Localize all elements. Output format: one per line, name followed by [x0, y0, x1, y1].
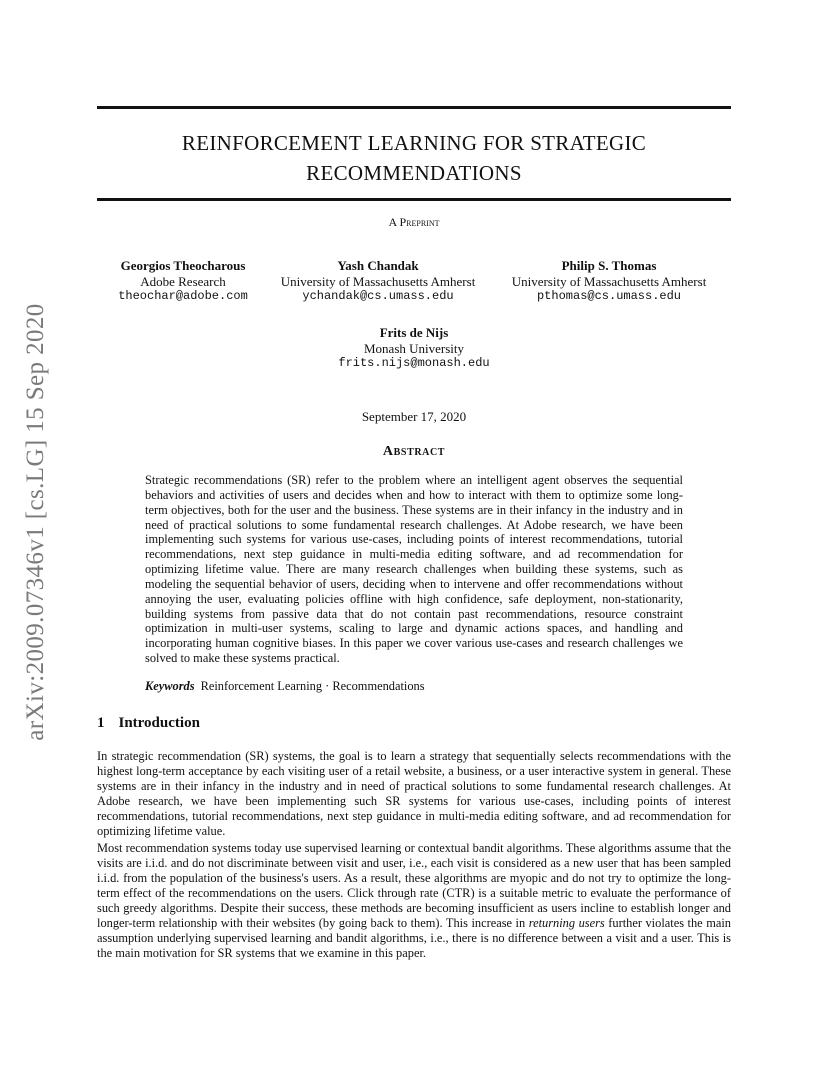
abstract-heading: Abstract — [382, 444, 446, 459]
author-email[interactable]: frits.nijs@monash.edu — [338, 356, 490, 370]
body-paragraph: Most recommendation systems today use supervised learning or contextual bandit algorithms. These algorithms assume that the visits are i.i.d. and do not discriminate between visit and user, i.e., each visit is considered as a new user that has been sampled i.i.d. from the population of the business's users. As a result, these algorithms are myopic and do not try to optimize the long-term effect of the recommendations on the users. Click through rate (CTR) is a suitable metric to evaluate the performance of such greedy algorithms. Despite their success, these methods are becoming insufficient as users incline to establish longer and longer-term relationship with their websites (by going back to them). This increase in returning users further violates the main assumption underlying supervised learning and bandit algorithms, i.e., there is no difference between a visit and a user. This is the main motivation for SR systems that we examine in this paper. — [97, 841, 731, 961]
title-line-2 — [97, 158, 731, 188]
author-email[interactable]: ychandak@cs.umass.edu — [302, 289, 454, 303]
keywords-text: Reinforcement Learning · Recommendations — [200, 679, 425, 693]
section-number: 1 — [97, 715, 105, 731]
abstract-body: Strategic recommendations (SR) refer to the problem where an intelligent agent observes the sequential behaviors and activities of users and decides when and how to interact with them to optimize some long-term objectives, both for the user and the business. These systems are in their infancy in the industry and in need of practical solutions to some fundamental research challenges. At Adobe research, we have been implementing such systems for various use-cases, including points of interest recommendations, tutorial recommendations, next step guidance in multi-media editing software, and ad recommendation for optimizing lifetime value. There are many research challenges when building these systems, such as modeling the sequential behavior of users, deciding when to intervene and offer recommendations without annoying the user, evaluating policies offline with high confidence, safe deployment, non-stationarity, building systems from passive data that do not contain past recommendations, resource constraint optimization in multi-user systems, scaling to large and dynamic actions spaces, and handling and incorporating human cognitive biases. In this paper we cover various use-cases and research challenges we solved to make these systems practical. — [145, 473, 683, 666]
author-block — [314, 325, 514, 372]
author-name: Georgios Theocharous — [120, 258, 246, 273]
paper-date: September 17, 2020 — [361, 409, 467, 424]
author-block — [270, 258, 486, 305]
keywords-line — [145, 679, 683, 694]
author-name: Yash Chandak — [337, 258, 419, 273]
title-word: LEARNING — [367, 131, 478, 155]
title-word: FOR — [482, 131, 525, 155]
author-affiliation: Monash University — [363, 340, 465, 356]
author-email[interactable]: pthomas@cs.umass.edu — [536, 289, 682, 303]
author-block — [98, 258, 268, 305]
arxiv-identifier-stamp: arXiv:2009.07346v1 [cs.LG] 15 Sep 2020 — [22, 303, 49, 741]
title-bottom-rule — [97, 198, 731, 201]
author-affiliation: University of Massachusetts Amherst — [280, 273, 476, 289]
section-heading — [97, 715, 200, 732]
author-affiliation: University of Massachusetts Amherst — [511, 273, 707, 289]
title-top-rule — [97, 106, 731, 109]
body-paragraph: In strategic recommendation (SR) systems, the goal is to learn a strategy that sequentially selects recommendations with the highest long-term acceptance by each visiting user of a retail website, a business, or a user interactive system in general. These systems are in their infancy in the industry and in need of practical solutions to some fundamental research challenges. At Adobe research, we have been implementing such SR systems for various use-cases, including points of interest recommendations, tutorial recommendations, next step guidance in multi-media editing software, and ad recommendation for optimizing lifetime value. — [97, 749, 731, 839]
title-word: REINFORCEMENT — [181, 131, 362, 155]
paper-title — [97, 128, 731, 188]
keywords-label: Keywords — [145, 679, 195, 693]
author-name: Philip S. Thomas — [561, 258, 657, 273]
section-title: Introduction — [118, 715, 200, 731]
preprint-label: A Preprint — [388, 215, 440, 229]
title-word: RECOMMENDATIONS — [306, 161, 522, 185]
title-line-1 — [97, 128, 731, 158]
author-block — [500, 258, 718, 305]
author-email[interactable]: theochar@adobe.com — [118, 289, 248, 303]
author-affiliation: Adobe Research — [140, 273, 226, 289]
author-name: Frits de Nijs — [379, 325, 449, 340]
emphasized-text: returning users — [528, 916, 605, 931]
title-word: STRATEGIC — [530, 131, 647, 155]
